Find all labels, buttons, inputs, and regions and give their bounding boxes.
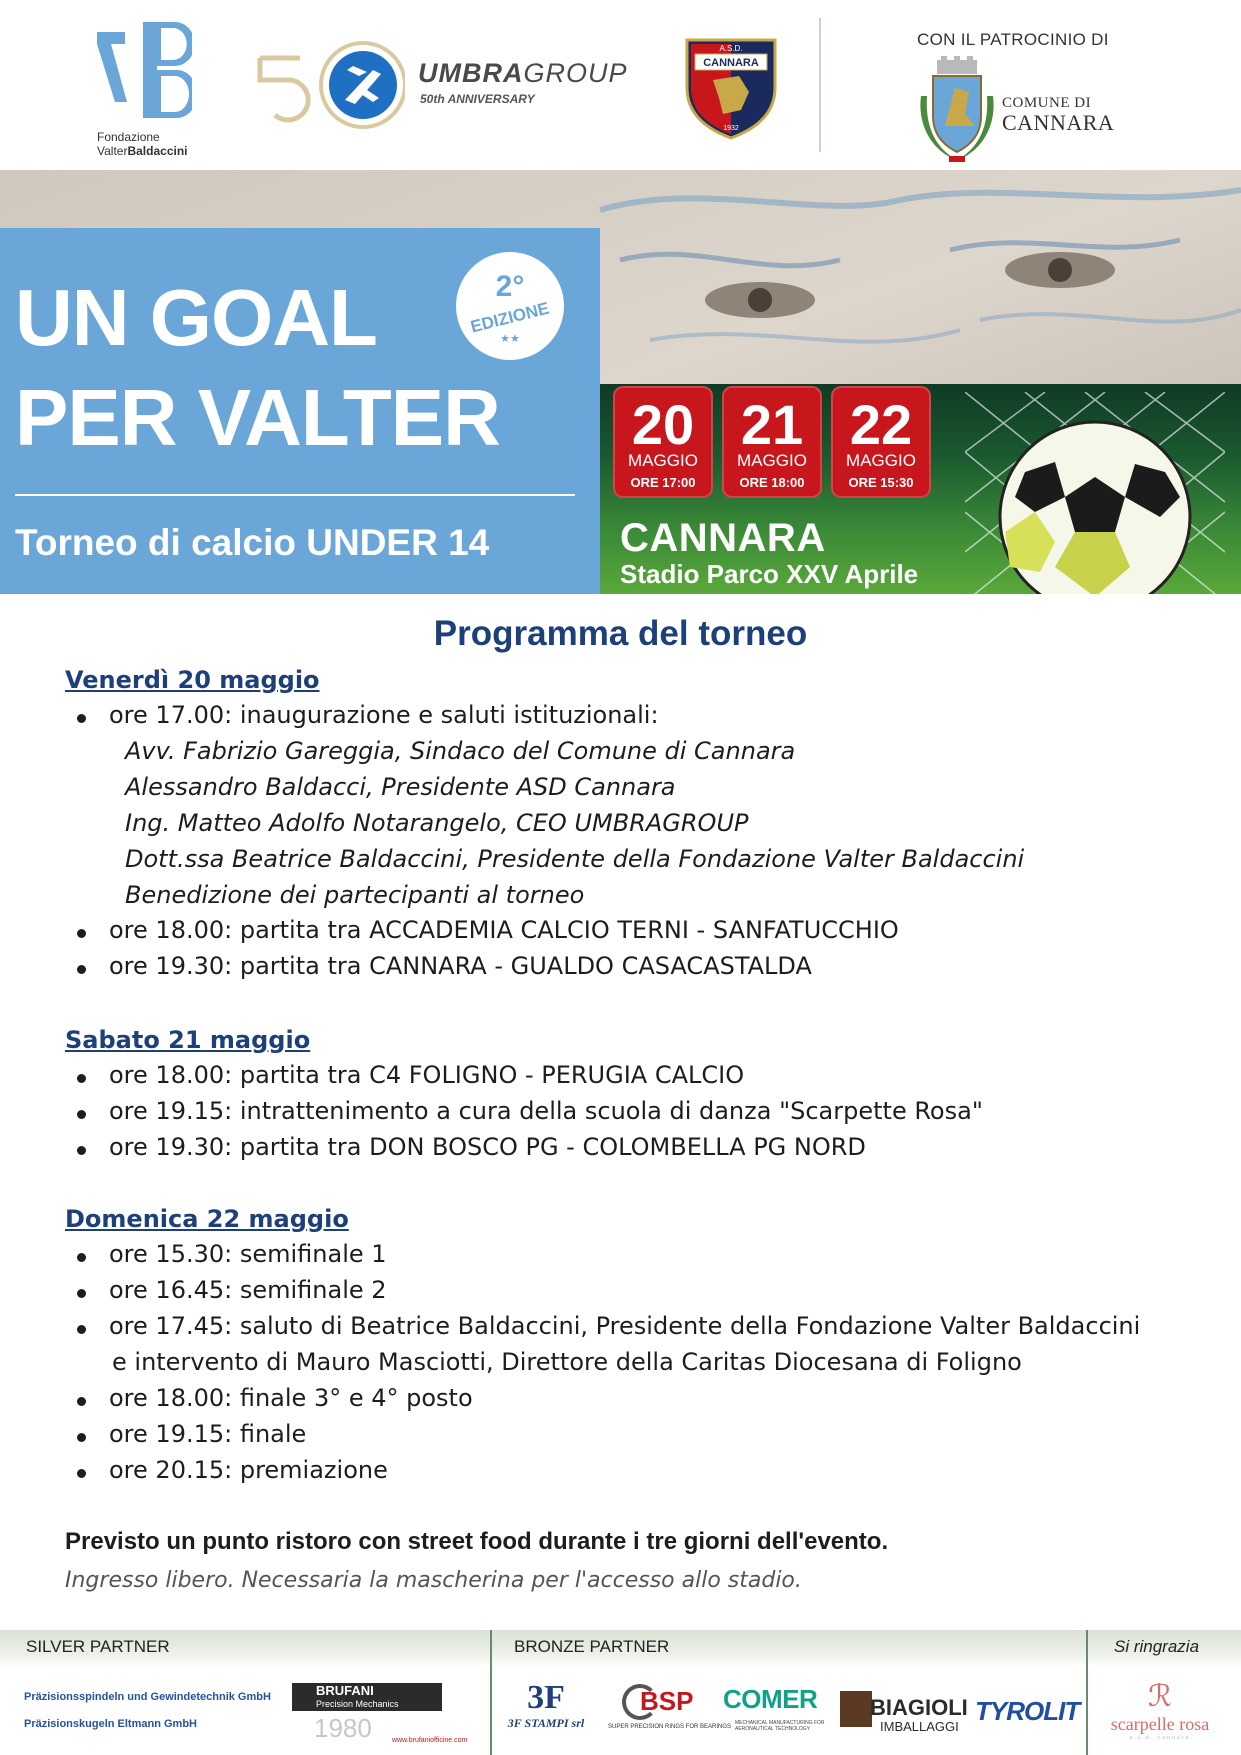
day-heading-sunday: Domenica 22 maggio xyxy=(65,1205,349,1233)
edition-stars: ★★ xyxy=(500,333,520,345)
guest-line: Avv. Fabrizio Gareggia, Sindaco del Comune di Cannara xyxy=(125,737,796,765)
fondazione-line2a: Valter xyxy=(97,144,128,158)
brufani-bar xyxy=(292,1683,442,1711)
bullet xyxy=(77,1146,86,1155)
biagioli-name: BIAGIOLI xyxy=(870,1695,968,1720)
tyrolit-logo: TYROLIT xyxy=(975,1696,1080,1726)
bullet xyxy=(77,965,86,974)
program-title: Programma del torneo xyxy=(433,614,808,653)
brufani-tag: Precision Mechanics xyxy=(316,1699,399,1709)
asd-name-text: CANNARA xyxy=(703,57,759,69)
scarpelle-name: scarpelle rosa xyxy=(1110,1714,1210,1734)
date-day: 22 xyxy=(849,393,913,456)
bronze-partner-label: BRONZE PARTNER xyxy=(514,1637,670,1656)
date-card-22 xyxy=(831,386,931,498)
date-month: MAGGIO xyxy=(628,451,698,470)
program-item: ore 16.45: semifinale 2 xyxy=(109,1276,387,1304)
bullet xyxy=(77,1469,86,1478)
event-subtitle: Torneo di calcio UNDER 14 xyxy=(15,522,490,563)
asd-cannara-shield-icon xyxy=(683,32,779,140)
brufani-name: BRUFANI xyxy=(316,1683,374,1698)
fondazione-logo-icon xyxy=(97,22,192,122)
guest-line: Alessandro Baldacci, Presidente ASD Cannara xyxy=(125,773,676,801)
footer-divider xyxy=(1086,1630,1088,1755)
guest-line: Dott.ssa Beatrice Baldaccini, Presidente della Fondazione Valter Baldaccini xyxy=(125,845,1025,873)
date-time: ORE 18:00 xyxy=(739,475,805,490)
comune-cannara-name xyxy=(1002,93,1114,133)
bullet xyxy=(77,1289,86,1298)
day-heading-saturday: Sabato 21 maggio xyxy=(65,1026,311,1054)
comer-logo: COMER xyxy=(723,1684,818,1714)
3f-stampi-logo xyxy=(505,1680,587,1750)
umbragroup-anniversary: 50th ANNIVERSARY xyxy=(420,92,535,106)
bullet xyxy=(77,1110,86,1119)
bsp-logo xyxy=(608,1680,732,1740)
asd-top-text: A.S.D. xyxy=(719,44,743,53)
event-venue: Stadio Parco XXV Aprile xyxy=(620,559,919,589)
date-month: MAGGIO xyxy=(737,451,807,470)
event-title-line1: UN GOAL xyxy=(15,273,377,362)
brufani-website: www.brufaniofficine.com xyxy=(392,1737,468,1744)
program-item: ore 19.15: finale xyxy=(109,1420,307,1448)
bullet xyxy=(77,1397,86,1406)
3f-mark: 3F xyxy=(527,1679,565,1716)
biagioli-box-icon xyxy=(840,1691,872,1727)
spindel-partner-line2: Präzisionskugeln Eltmann GmbH xyxy=(24,1718,197,1730)
comune-line2: CANNARA xyxy=(1002,110,1115,135)
scarpelle-rosa-logo xyxy=(1100,1680,1220,1750)
program-item: ore 17.00: inaugurazione e saluti istituzionali: xyxy=(109,701,659,729)
thanks-label: Si ringrazia xyxy=(1114,1637,1200,1656)
scarpelle-r-icon: ℛ xyxy=(1148,1680,1172,1713)
header-divider xyxy=(819,18,821,152)
comer-tag: MECHANICAL MANUFACTURING FOR AERONAUTICAL TECHNOLOGY xyxy=(735,1720,825,1732)
title-underline xyxy=(15,494,575,496)
event-city: CANNARA xyxy=(620,516,826,560)
program-item: ore 20.15: premiazione xyxy=(109,1456,388,1484)
edition-label: EDIZIONE xyxy=(468,298,552,337)
edition-number: 2° xyxy=(495,270,525,303)
comune-cannara-crest-icon xyxy=(915,56,1000,166)
date-card-21 xyxy=(722,386,822,498)
event-title-line2: PER VALTER xyxy=(15,373,500,462)
program-item: ore 18.00: finale 3° e 4° posto xyxy=(109,1384,473,1412)
comune-line1: COMUNE DI xyxy=(1002,95,1092,111)
umbragroup-50-logo-icon xyxy=(255,40,405,130)
biagioli-logo xyxy=(840,1689,968,1734)
date-day: 21 xyxy=(740,393,804,456)
brufani-year: 1980 xyxy=(314,1713,372,1743)
scarpelle-tag: a.s.d. cannara xyxy=(1129,1735,1191,1741)
spindel-partner-line1: Präzisionsspindeln und Gewindetechnik GmbH xyxy=(24,1691,271,1703)
fondazione-line1: Fondazione xyxy=(97,130,160,144)
bullet xyxy=(77,1433,86,1442)
silver-partner-label: SILVER PARTNER xyxy=(26,1637,170,1656)
edition-badge xyxy=(456,252,564,360)
date-day: 20 xyxy=(631,393,695,456)
footer-divider xyxy=(490,1630,492,1755)
date-card-20 xyxy=(613,386,713,498)
biagioli-sub: IMBALLAGGI xyxy=(880,1719,959,1734)
fondazione-line2b: Baldaccini xyxy=(127,144,188,158)
bullet xyxy=(77,1325,86,1334)
bsp-name: BSP xyxy=(640,1686,694,1716)
umbra-bold: UMBRA xyxy=(418,58,524,88)
program-item: ore 19.15: intrattenimento a cura della scuola di danza "Scarpette Rosa" xyxy=(109,1097,983,1125)
event-banner xyxy=(0,170,1241,594)
date-time: ORE 17:00 xyxy=(630,475,696,490)
program-item: ore 19.30: partita tra CANNARA - GUALDO CASACASTALDA xyxy=(109,952,812,980)
header-logos xyxy=(0,0,1241,170)
program-item: ore 15.30: semifinale 1 xyxy=(109,1240,387,1268)
program-item: ore 18.00: partita tra ACCADEMIA CALCIO TERNI - SANFATUCCHIO xyxy=(109,916,899,944)
asd-year-text: 1932 xyxy=(723,125,739,132)
3f-name: 3F STAMPI srl xyxy=(507,1716,585,1730)
program-item: ore 19.30: partita tra DON BOSCO PG - COLOMBELLA PG NORD xyxy=(109,1133,866,1161)
bullet xyxy=(77,929,86,938)
umbragroup-name xyxy=(418,58,628,89)
fondazione-name xyxy=(97,130,188,158)
note-entry: Ingresso libero. Necessaria la mascherina per l'accesso allo stadio. xyxy=(65,1568,802,1593)
bsp-tag: SUPER PRECISION RINGS FOR BEARINGS xyxy=(608,1724,732,1730)
umbra-light: GROUP xyxy=(523,58,628,88)
brufani-logo xyxy=(292,1683,468,1744)
program-item: ore 17.45: saluto di Beatrice Baldaccini, Presidente della Fondazione Valter Baldaccini xyxy=(109,1312,1141,1340)
patrocinio-title: CON IL PATROCINIO DI xyxy=(917,30,1109,49)
guest-line: Ing. Matteo Adolfo Notarangelo, CEO UMBRAGROUP xyxy=(125,809,749,837)
date-time: ORE 15:30 xyxy=(848,475,914,490)
program-item-continuation: e intervento di Mauro Masciotti, Direttore della Caritas Diocesana di Foligno xyxy=(112,1348,1022,1376)
note-street-food: Previsto un punto ristoro con street food durante i tre giorni dell'evento. xyxy=(65,1528,889,1555)
date-month: MAGGIO xyxy=(846,451,916,470)
day-heading-friday: Venerdì 20 maggio xyxy=(65,666,320,694)
bullet xyxy=(77,1253,86,1262)
guest-line: Benedizione dei partecipanti al torneo xyxy=(125,881,585,909)
bullet xyxy=(77,1074,86,1083)
soccer-ball-icon xyxy=(965,392,1225,594)
program-item: ore 18.00: partita tra C4 FOLIGNO - PERUGIA CALCIO xyxy=(109,1061,745,1089)
bullet xyxy=(77,714,86,723)
